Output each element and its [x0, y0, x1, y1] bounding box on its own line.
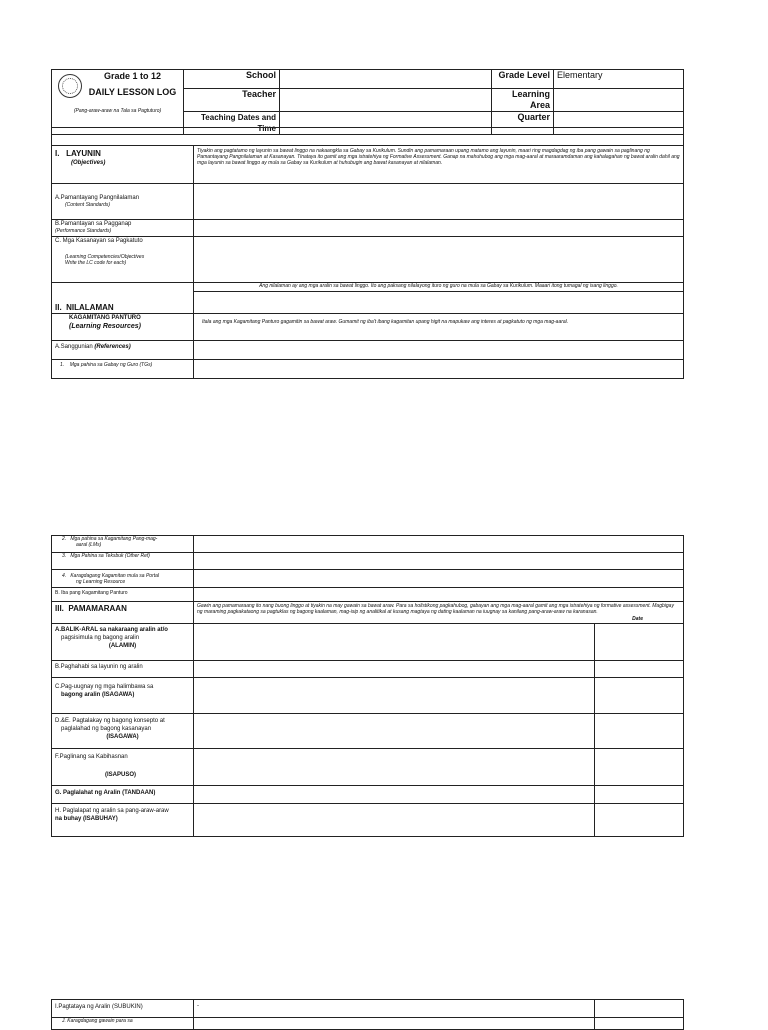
other-resources-value	[194, 588, 684, 602]
content-standards-sub: (Content Standards)	[65, 202, 111, 208]
learning-area-label: Learning Area	[492, 89, 554, 112]
step-pagtalakay-value	[194, 714, 595, 749]
step-paglinang-date	[595, 749, 684, 786]
section-nilalaman-heading	[52, 283, 194, 314]
step-paglalapat-cell	[52, 804, 194, 837]
learner-materials-value	[194, 536, 684, 553]
section-layunin-sub: (Objectives)	[71, 160, 106, 166]
content-standards-label: A.Pamantayang Pangnilalaman	[55, 195, 140, 201]
step-paglinang-value	[194, 749, 595, 786]
teacher-guide-pages-value	[194, 360, 684, 379]
references-label: A.Sanggunian	[55, 344, 93, 350]
step-pag-uugnay-line-2: bagong aralin (ISAGAWA)	[61, 692, 135, 698]
textbook-pages-num: 3.	[62, 553, 67, 559]
learning-competencies-label: C. Mga Kasanayan sa Pagkatuto	[55, 238, 143, 244]
spacer-row	[52, 128, 684, 146]
step-paglalapat-line-2: na buhay (ISABUHAY)	[55, 816, 118, 822]
learning-resources-title: KAGAMITANG PANTURO	[69, 315, 141, 321]
school-label: School	[184, 70, 280, 89]
step-pagtalakay-date	[595, 714, 684, 749]
school-value	[280, 70, 492, 89]
section-nilalaman-num: II.	[55, 303, 62, 312]
lr-portal-cell	[52, 570, 194, 588]
step-paghahabi-label: B.Paghahabi sa layunin ng aralin	[52, 661, 194, 678]
lr-portal-label-1: Karagdagang Kagamitan mula sa Portal	[70, 573, 160, 579]
pagtataya-date	[595, 1000, 684, 1018]
pamamaraan-description: Gawin ang pamamaraang ito nang buong linggo at tiyakin na may gawain sa bawat araw. Para sa holistikong pagkahubog, gabayan ang mga mag-aaral gamit ang mga istratehiya ng formative assessment. Magbigay ng maraming pagkakataong sa pagtuklas ng bagong kaalaman, mag-isip ng analitikal at kusang magtaya ng dating kaalaman na iuugnay sa kanilang pang-araw-araw na karanasan.	[197, 603, 674, 615]
grade-range: Grade 1 to 12	[103, 71, 162, 81]
textbook-pages-cell	[52, 553, 194, 570]
references-sub: (References)	[94, 344, 131, 350]
lesson-table-page1	[51, 127, 684, 379]
step-alamin-line-1: A.BALIK-ARAL sa nakaraang aralin at/o	[55, 627, 168, 633]
performance-standards-sub: (Performance Standards)	[55, 228, 112, 234]
step-paghahabi-date	[595, 661, 684, 678]
step-alamin-cell	[52, 624, 194, 661]
learning-competencies-value	[194, 237, 684, 283]
header-table	[51, 69, 684, 135]
step-alamin-line-3: (ALAMIN)	[108, 643, 137, 649]
grade-level-label: Grade Level	[492, 70, 554, 89]
learner-materials-num: 2.	[62, 536, 67, 542]
date-label: Date	[632, 616, 643, 622]
document-subtitle: (Pang-araw-araw na Tala sa Pagtuturo)	[73, 108, 162, 114]
references-cell	[52, 341, 194, 360]
performance-standards-cell	[52, 220, 194, 237]
learning-competencies-sub1: (Learning Competencies/Objectives	[65, 254, 145, 260]
lesson-table-page3	[51, 999, 684, 1030]
step-pagtalakay-line-3: (ISAGAWA)	[106, 734, 139, 740]
step-paglalahat-date	[595, 786, 684, 804]
learning-resources-cell	[52, 314, 194, 341]
step-pagtalakay-cell	[52, 714, 194, 749]
step-paglinang-cell	[52, 749, 194, 786]
performance-standards-label: B.Pamantayan sa Pagganap	[55, 221, 132, 227]
step-pag-uugnay-line-1: C.Pag-uugnay ng mga halimbawa sa	[55, 684, 154, 690]
section-layunin-heading	[52, 146, 194, 184]
content-standards-value	[194, 184, 684, 220]
step-pagtalakay-line-1: D.&E. Pagtalakay ng bagong konsepto at	[55, 718, 165, 724]
learning-competencies-sub2: Write the LC code for each)	[65, 260, 127, 266]
step-paglinang-line-2: (ISAPUSO)	[105, 772, 137, 778]
learning-resources-sub: (Learning Resources)	[69, 323, 141, 330]
step-paglalahat-value	[194, 786, 595, 804]
textbook-pages-label: Mga Pahina sa Teksbuk (Other Ref)	[70, 553, 150, 559]
teacher-label: Teacher	[184, 89, 280, 112]
pagtataya-value: -	[194, 1000, 595, 1018]
step-paglalapat-line-1: H. Paglalapat ng aralin sa pang-araw-araw	[55, 808, 169, 814]
learner-materials-label-2: aaral (LMs)	[76, 542, 102, 548]
section-layunin-title: LAYUNIN	[66, 149, 101, 158]
section-pamamaraan-title: PAMAMARAAN	[68, 604, 127, 613]
learner-materials-label-1: Mga pahina sa Kagamitang Pang-mag-	[70, 536, 158, 542]
lesson-table-page2	[51, 535, 684, 837]
nilalaman-note: Ang nilalaman ay ang mga aralin sa bawat linggo. Ito ang paksang nilalayong ituro ng guro na mula sa Gabay sa Kurikulum. Maaari itong tumagal ng isang linggo.	[194, 283, 683, 292]
lr-portal-value	[194, 570, 684, 588]
learning-competencies-cell	[52, 237, 194, 283]
learning-area-value	[554, 89, 684, 112]
teacher-value	[280, 89, 492, 112]
step-pag-uugnay-date	[595, 678, 684, 714]
header-title-cell	[52, 70, 184, 135]
references-value	[194, 341, 684, 360]
section-layunin-description: Tiyakin ang pagtatamo ng layunin sa bawat linggo na nakaangkla sa Gabay sa Kurikulum. Sundin ang pamamaraan upang matamo ang layunin, maari ring magdagdag ng iba pang gawain sa paglinang ng Pamantayang Pangnilalaman at Kasanayan. Tinataya ito gamit ang mga istratehiya ng Formative Assessment. Ganap na mahuhubog ang mga mag-aaral at maraaramdaman ang kahalagahan ng bawat aralin dahil ang mga layunin sa bawat linggo ay mula sa Gabay sa Kurikulum at huhubugin ang bawat kasanayan at nilalaman.	[194, 146, 684, 184]
lr-portal-label-2: ng Learning Resource	[76, 579, 126, 585]
section-layunin-num: I.	[55, 149, 60, 158]
nilalaman-note-cell	[194, 283, 684, 314]
step-alamin-line-2: pagsisimula ng bagong aralin	[61, 635, 140, 641]
step-pag-uugnay-cell	[52, 678, 194, 714]
document-title: DAILY LESSON LOG	[88, 87, 177, 97]
step-paglinang-line-1: F.Paglinang sa Kabihasnan	[55, 754, 128, 760]
teaching-dates-label: Teaching Dates and Time	[184, 112, 280, 135]
learning-resources-description: Itala ang mga Kagamitang Panturo gagamitin sa bawat araw. Gumamit ng iba't ibang kagamitan upang higit na mapukaw ang interes at pagkatuto ng mga mag-aaral.	[194, 314, 684, 341]
quarter-label: Quarter	[492, 112, 554, 135]
step-paglalapat-value	[194, 804, 595, 837]
step-alamin-value	[194, 624, 595, 661]
pagtataya-label: I.Pagtataya ng Aralin (SUBUKIN)	[52, 1000, 194, 1018]
section-pamamaraan-heading	[52, 602, 194, 624]
step-pag-uugnay-value	[194, 678, 595, 714]
grade-level-value: Elementary	[554, 70, 684, 89]
lr-portal-num: 4.	[62, 573, 67, 579]
other-resources-label: B. Iba pang Kagamitang Panturo	[52, 588, 194, 602]
section-pamamaraan-num: III.	[55, 604, 64, 613]
content-standards-cell	[52, 184, 194, 220]
step-paglalapat-date	[595, 804, 684, 837]
karagdagang-gawain-label: J. Karagdagang gawain para sa	[52, 1018, 194, 1030]
step-paglalahat-label: G. Paglalahat ng Aralin (TANDAAN)	[52, 786, 194, 804]
teacher-guide-pages-label: Mga pahina sa Gabay ng Guro (TGs)	[69, 362, 153, 368]
performance-standards-value	[194, 220, 684, 237]
step-paghahabi-value	[194, 661, 595, 678]
step-alamin-date	[595, 624, 684, 661]
step-pagtalakay-line-2: paglalahad ng bagong kasanayan	[61, 726, 152, 732]
teacher-guide-pages-cell	[52, 360, 194, 379]
learner-materials-cell	[52, 536, 194, 553]
textbook-pages-value	[194, 553, 684, 570]
pamamaraan-description-cell	[194, 602, 684, 624]
teacher-guide-pages-num: 1.	[60, 362, 65, 368]
deped-seal-icon	[58, 74, 82, 98]
section-nilalaman-title: NILALAMAN	[66, 303, 114, 312]
